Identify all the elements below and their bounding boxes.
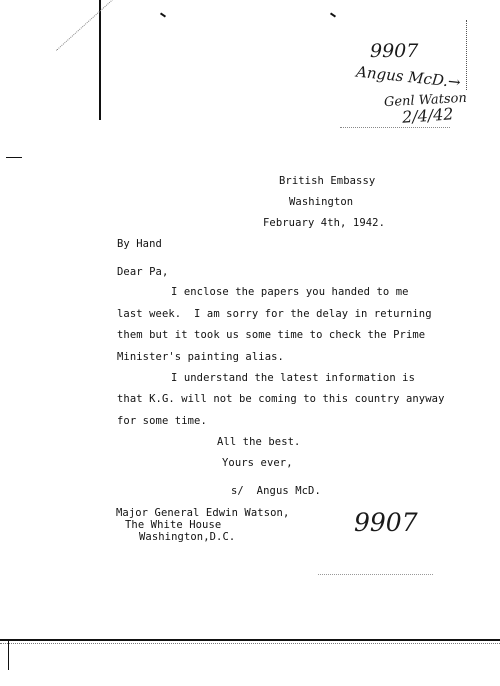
delivery-method: By Hand — [117, 238, 162, 250]
left-binding-line — [99, 0, 101, 120]
handwritten-file-number-bottom: 9907 — [354, 508, 418, 537]
handwritten-annotation-line1: Angus McD.→ — [355, 62, 462, 92]
recipient-address-line1: The White House — [125, 519, 222, 531]
upper-dotted-rule — [340, 127, 450, 128]
bottom-fold-line — [0, 639, 500, 641]
bottom-left-corner-mark — [8, 640, 9, 670]
top-corner-mark-right — [330, 12, 336, 17]
right-edge-specks — [466, 20, 469, 90]
diagonal-scan-trace — [56, 0, 139, 51]
body-line-2: last week. I am sorry for the delay in returning — [117, 308, 432, 320]
body-line-3: them but it took us some time to check the Prime — [117, 329, 426, 341]
body-line-7: for some time. — [117, 415, 207, 427]
body-line-5: I understand the latest information is — [171, 372, 416, 384]
handwritten-annotation-date: 2/4/42 — [401, 104, 455, 127]
body-line-1: I enclose the papers you handed to me — [171, 286, 409, 298]
recipient-name: Major General Edwin Watson, — [116, 507, 290, 519]
signature-line: s/ Angus McD. — [231, 485, 321, 497]
handwritten-annotation-line2: Genl Watson — [383, 90, 468, 111]
body-line-4: Minister's painting alias. — [117, 351, 284, 363]
signoff-line: Yours ever, — [222, 457, 293, 469]
left-edge-tick — [6, 157, 22, 158]
letter-date: February 4th, 1942. — [263, 217, 386, 229]
recipient-address-line2: Washington,D.C. — [139, 531, 236, 543]
bottom-fold-line-faint — [0, 643, 500, 644]
letterhead-city: Washington — [289, 196, 354, 208]
salutation: Dear Pa, — [117, 266, 169, 278]
handwritten-file-number-top: 9907 — [370, 40, 419, 62]
body-line-6: that K.G. will not be coming to this country anyway — [117, 393, 445, 405]
top-corner-mark-left — [160, 12, 166, 17]
closing-line: All the best. — [217, 436, 301, 448]
lower-dotted-rule — [318, 574, 433, 575]
letterhead-org: British Embassy — [279, 175, 376, 187]
